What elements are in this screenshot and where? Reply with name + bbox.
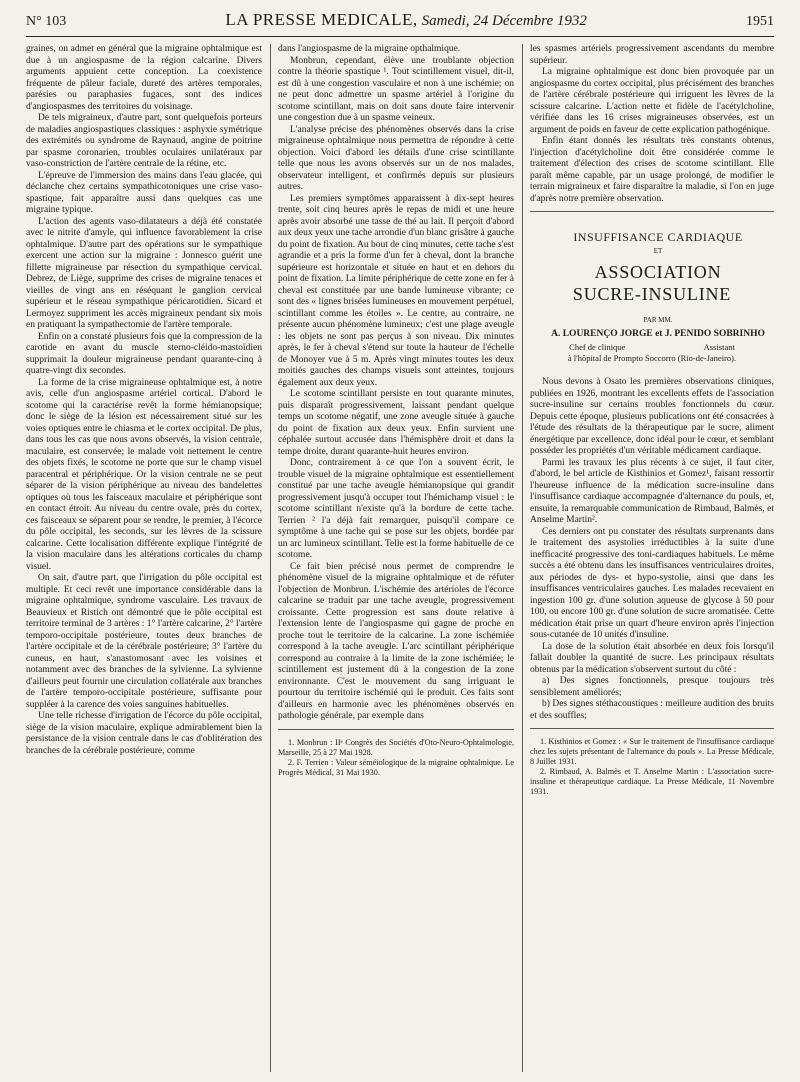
paragraph: De tels migraineux, d'autre part, sont quelquefois porteurs de maladies angiospastiques classiques : asphyxie symétrique des extrémités ou syndrome de Raynaud, angine de poitrine par spasme coronarien, troubles oculaires unilatéraux par vaso-constriction de l'artère centrale de la rétine, etc. [26, 113, 262, 169]
paragraph: Le scotome scintillant persiste en tout quarante minutes, puis disparaît progressivement, laissant pendant quelque temps un scotome négatif, une zone aveugle située à gauche du point de fixation aux deux yeux. Enfin survient une céphalée surtout accusée dans l'hémisphère droit et dans la tempe droite, durant quarante-huit heures environ. [278, 389, 514, 457]
paragraph: La dose de la solution était absorbée en deux fois lorsqu'il fallait doubler la quantité de sucre. Les principaux résultats obtenus par la médication s'observent surtout du côté : [530, 641, 774, 675]
paragraph: Une telle richesse d'irrigation de l'écorce du pôle occipital, siège de la vision maculaire, explique admirablement bien la persistance de la vision centrale dans le cas d'oblitération des branches de la cérébrale postérieure, comme [26, 711, 262, 756]
article-separator [530, 211, 774, 212]
issue-date: Samedi, 24 Décembre 1932 [421, 13, 587, 29]
paragraph: Donc, contrairement à ce que l'on a souvent écrit, le trouble visuel de la migraine ophtalmique est essentiellement constitué par une tache aveugle hémianopsique qui grandit progressivement jusqu'à occuper tout l'hémichamp visuel : le scotome scintillant n'existe qu'à la bordure de cette tache. Terrien ² l'a déjà fait remarquer, puisqu'il compare ce symptôme à une tache qui se pose sur les objets, bordée par un arc lumineux scintillant. Telle est la forme habituelle de ce scotome. [278, 458, 514, 560]
footnote-separator [278, 729, 514, 730]
footnote: 2. F. Terrien : Valeur séméiologique de la migraine ophtalmique. Le Progrès Médical, 31 Mai 1930. [278, 757, 514, 777]
article-authors: A. LOURENÇO JORGE et J. PENIDO SOBRINHO [551, 328, 765, 339]
author-role-right: Assistant [703, 342, 735, 352]
article-kicker: INSUFFISANCE CARDIAQUE [573, 230, 743, 244]
paragraph: Monbrun, cependant, élève une troublante objection contre la théorie spastique ¹. Tout scintillement visuel, dit-il, est dû à une congestion vasculaire et non à une ischémie; on ne peut donc admettre un spasme artériel à l'origine du scotome scintillant, mais on doit sans doute faire intervenir une congestion due à un spasme veineux. [278, 55, 514, 123]
footnote: 1. Kisthinios et Gomez : « Sur le traitement de l'insuffisance cardiaque chez les sujets présentant de l'alternance du pouls ». La Presse Médicale, 8 Juillet 1931. [530, 737, 774, 766]
issue-number: N° 103 [26, 14, 67, 29]
column-2 [278, 44, 514, 1072]
paragraph: dans l'angiospasme de la migraine opthalmique. [278, 44, 461, 54]
author-affiliation [530, 342, 774, 363]
paragraph: Ce fait bien précisé nous permet de comprendre le phénomène visuel de la migraine ophtalmique et de réfuter l'objection de Monbrun. L'ischémie des artérioles de l'écorce calcarine se traduit par une tache aveugle, progressivement croissante. Cette progression est sans doute relative à l'extension lente de l'angiospasme qui gagne de proche en proche tout le territoire de la calcarine. La zone ischémiée correspond à la tache aveugle. L'arc scintillant périphérique correspond au contraire à la limite de la zone ischémiée; le scintillement est justement dû à la congestion de la zone environnante. C'est le mouvement du sang irriguant le pourtour du territoire ischémié qui le produit. Ces faits sont d'ailleurs en harmonie avec les phénomènes observés en pathologie générale, par exemple dans [278, 561, 514, 721]
paragraph: Parmi les travaux les plus récents à ce sujet, il faut citer, d'abord, le bel article de Kisthinios et Gomez¹, faisant ressortir l'heureuse influence de la médication sucre-insuline dans l'insuffisance cardiaque accompagnée d'alternance du pouls, et, ensuite, la remarquable communication de Rimbaud, Balmès, et Anselme Martin². [530, 457, 774, 525]
paragraph: Enfin on a constaté plusieurs fois que la compression de la carotide en avant du muscle sterno-cléido-mastoïdien supprimait la douleur migraineuse pendant quarante-cinq à quatre-vingt dix secondes. [26, 331, 262, 376]
hospital: à l'hôpital de Prompto Soccorro (Rio-de-Janeiro). [567, 352, 737, 363]
paragraph: La forme de la crise migraineuse ophtalmique est, à notre avis, celle d'un angiospasme artériel cortical. D'abord le scotome qui la caractérise revêt la forme hémianopsique; donc le siège de la lésion est nécessairement situé sur les voies optiques entre le chiasma et le cortex occipital. De plus, dans tous les cas que nous avons observés, la vision centrale, maculaire, est conservée; le malade voit nettement le centre des objets fixés, le scotome ne porte que sur le champ visuel paracentral et périphérique. Or la vision centrale ne se peut séparer de la vision périphérique au niveau des bandelettes optiques où tous les faisceaux maculaire et périphérique sont en contact étroit. Au niveau du centre ovale, près du cortex, ces faisceaux se séparent pour se rendre, le premier, à l'écorce du pôle occipital, les seconds, sur les lèvres de la scissure calcarine. Cette localisation différente explique l'intégrité de la vision maculaire dans les altérations corticales du champ visuel. [26, 377, 262, 572]
column-3 [530, 44, 774, 1072]
journal-name: LA PRESSE MEDICALE, [225, 10, 418, 29]
article-title [530, 261, 774, 305]
paragraph: Enfin étant donnés les résultats très constants obtenus, l'injection d'acétylcholine doit être considérée comme le traitement d'élection des crises de scotome scintillant. Elle paraît même capable, par un usage prolongé, de modifier le terrain migraineux et faire disparaître la maladie, si l'on en juge d'après notre première observation. [530, 136, 774, 204]
paragraph: graines, on admet en général que la migraine ophtalmique est due à un angiospasme de la région calcarine. Divers arguments appuient cette conception. La coexistence fréquente de pâleur faciale, dureté des artères temporales, parésies ou paraphasies fugaces, sont des indices d'angiospasmes des territoires du voisinage. [26, 44, 262, 112]
byline-prefix: PAR MM. [643, 316, 673, 324]
column-rule-1 [270, 44, 271, 1072]
paragraph: L'analyse précise des phénomènes observés dans la crise migraineuse ophtalmique nous permettra de répondre à cette objection. Voici d'abord les détails d'une crise scintillante telle que nous les avons observés sur un de nos malades, observateur intelligent, et confirmés depuis sur plusieurs autres. [278, 124, 514, 192]
column-rule-2 [522, 44, 523, 1072]
paragraph: L'épreuve de l'immersion des mains dans l'eau glacée, qui déclanche chez certains sympathicotoniques une crise vaso-spastique, fait apparaître aussi dans quelques cas une migraine typique. [26, 170, 262, 215]
footnotes [530, 737, 774, 797]
author-role-left: Chef de clinique [569, 342, 626, 352]
footnote: 1. Monbrun : IIᵉ Congrès des Sociétés d'Oto-Neuro-Ophtalmologie, Marseille, 25 à 27 Mai 1928. [278, 737, 514, 757]
article-title-line-2: SUCRE-INSULINE [572, 284, 732, 304]
paragraph: les spasmes artériels progressivement ascendants du membre supérieur. [530, 44, 774, 66]
footnotes [278, 738, 514, 778]
paragraph: Ces derniers ont pu constater des résultats surprenants dans le traitement des asystolies irréductibles à la suite d'une inefficacité progressive des toni-cardiaques habituels. Le même succès a été obtenu dans les insuffisances ventriculaires droites, aux périodes de dys- et hypo-systolie, ainsi que dans les insuffisances ventriculaires gauches. Les malades recevaient en ingestion 100 gr. d'une solution aqueuse de glycose à 50 pour 100, ou encore 100 gr. d'une solution de sucre aromatisée. Cette médication était prise un quart d'heure environ après l'injection sous-cutanée de 10 unités d'insuline. [530, 526, 774, 640]
list-item: a) Des signes fonctionnels, presque toujours très sensiblement améliorés; [530, 676, 774, 698]
page-columns [26, 44, 774, 1072]
paragraph: On sait, d'autre part, que l'irrigation du pôle occipital est multiple. Et ceci revêt une importance considérable dans la migraine ophtalmique, syndrome vasculaire. Les travaux de Beauvieux et Ristich ont démontré que le pôle occipital est territoire terminal de 3 artères : 1° l'artère calcarine, 2° l'artère temporo-occipitale postérieure, toutes deux branches de l'artère occipitale et de la cérébrale postérieure; 3° l'artère du cuneus, en haut, s'anastomosant avec les voisines et notamment avec des branches de la sylvienne. La sylvienne d'ailleurs peut fournir une circulation collatérale aux branches de l'artère temporo-occipitale postérieure, suffisante pour suppléer à la carence des voies sanguines habituelles. [26, 573, 262, 710]
journal-masthead [225, 10, 587, 30]
paragraph: L'action des agents vaso-dilatateurs a déjà été constatée avec le nitrite d'amyle, qui influence favorablement la crise ophtalmique. D'autre part des opérations sur le sympathique exercent une action sur la migraine : Jonnesco guérit une fillette migraineuse par résection du sympathique cervical. Debrez, de Liège, supprime des crises de migraine tenaces et vieilles de vingt ans en réséquant le ganglion cervical supérieur et le réseau sympathique péricarotidien. Sicard et Lermoyez suppriment les accès migraineux pendant six mois en pratiquant la sympathectomie de l'artère temporale. [26, 216, 262, 330]
article-conjunction: ET [653, 246, 663, 255]
paragraph: Les premiers symptômes apparaissent à dix-sept heures trente, soit cinq heures après le repas de midi et une heure après avoir absorbé une tasse de thé au lait. Il perçoit d'abord aux deux yeux une tache arrondie d'un blanc grisâtre à gauche du point de fixation. Au bout de cinq minutes, cette tache s'est agrandie et a pris la forme d'un fer à cheval, dont la branche supérieure est horizontale et située en haut et en dehors du point de fixation. La limite périphérique de cette zone en fer à cheval est constituée par une bande lumineuse vibrante; ce sont des « lignes brisées lumineuses en mouvement perpétuel, scintillant comme les étoiles ». Le centre, au contraire, ne présente aucun phénomène lumineux; c'est une plage aveugle : les objets ne sont pas perçus à son niveau. Dix minutes après, le fer à cheval s'étend sur toute la hauteur de l'échelle de Monoyer vue à 5 m. Après vingt minutes toutes les deux moitiés gauches des champs visuels sont atteintes, toujours également aux deux yeux. [278, 193, 514, 388]
page-header [26, 10, 774, 37]
column-1 [26, 44, 262, 1072]
footnote-separator [530, 728, 774, 729]
paragraph: Nous devons à Osato les premières observations cliniques, publiées en 1926, montrant les excellents effets de l'association sucre-insuline sur certains troubles fonctionnels du cœur. Depuis cette époque, plusieurs publications ont été consacrées à l'étude des résultats de la thérapeutique par le sucre, aliment énergétique par excellence, donc idéal pour le cœur, et semblant posséder les propriétés d'un véritable médicament cardiaque. [530, 377, 774, 456]
list-item: b) Des signes stéthacoustiques : meilleure audition des bruits et des souffles; [530, 699, 774, 721]
paragraph: La migraine ophtalmique est donc bien provoquée par un angiospasme du cortex occipital, plus précisément des branches de l'artère cérébrale postérieure qui irriguent les lèvres de la scissure calcarine. L'action nette et fidèle de l'acétylcholine, vérifiée dans les 16 crises migraineuses observées, est un argument de poids en faveur de cette explication pathogénique. [530, 67, 774, 135]
footnote: 2. Rimbaud, A. Balmès et T. Anselme Martin : L'association sucre-insuline et thérapeutique cardiaque. La Presse Médicale, 11 Novembre 1931. [530, 767, 774, 796]
page-folio: 1951 [745, 14, 774, 29]
article-header [530, 232, 774, 363]
article-title-line-1: ASSOCIATION [594, 262, 722, 282]
